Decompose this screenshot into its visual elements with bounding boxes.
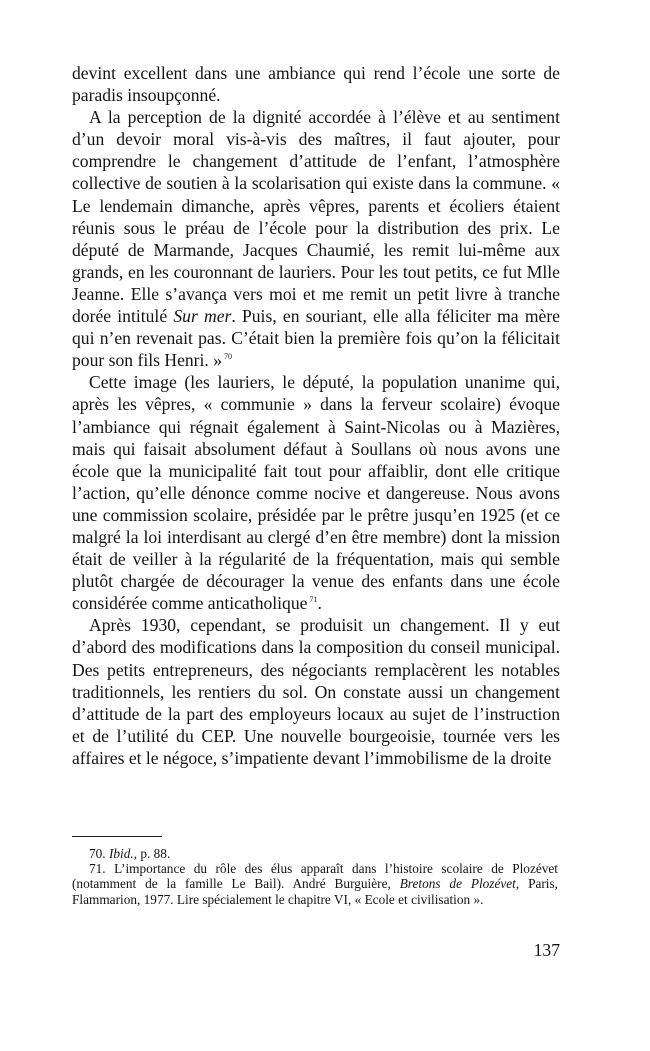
footnote-text: , p. 88. xyxy=(133,846,171,861)
footnote-ref-70[interactable]: 70 xyxy=(224,352,233,362)
paragraph-continued xyxy=(72,62,560,106)
footnote-book-title: Bretons de Plozévet xyxy=(399,876,516,892)
paragraph-after-1930 xyxy=(72,614,560,769)
paragraph-prize-ceremony xyxy=(72,106,560,371)
paragraph-text: Après 1930, cependant, se produisit un changement. Il y eut d’abord des modifications dans la composition du conseil municipal. Des petits entrepreneurs, des négociants remplacèrent les notables traditionnels, les rentiers du sol. On constate aussi un changement d’attitude de la part des employeurs locaux au sujet de l’instruction et de l’utilité du CEP. Une nouvelle bourgeoisie, tournée vers les affaires et le négoce, s’impatiente devant l’immobilisme de la droite xyxy=(72,615,560,768)
paragraph-soullans xyxy=(72,371,560,614)
footnote-71 xyxy=(72,861,558,907)
footnote-text: , Paris, Flammarion, 1977. Lire spécialement le chapitre VI, « Ecole et civilisation ». xyxy=(72,876,558,907)
footnote-ref-71[interactable]: 71 xyxy=(309,595,318,605)
book-title: Sur mer xyxy=(173,306,232,327)
page-number: 137 xyxy=(533,940,560,960)
footnote-text: L’importance du rôle des élus apparaît dans l’histoire scolaire de Plozévet (notamment de la famille Le Bail). André Burguière, xyxy=(72,861,559,892)
footnote-70 xyxy=(72,846,558,861)
body-text xyxy=(72,62,560,769)
footnote-italic: Ibid. xyxy=(108,846,134,861)
paragraph-text: A la perception de la dignité accordée à l’élève et au sentiment d’un devoir moral vis-à-vis des maîtres, il faut ajouter, pour comprendre le changement d’attitude de l’enfant, l’atmosphère collective de soutien à la scolarisation qui existe dans la commune. « Le lendemain dimanche, après vêpres, parents et écoliers étaient réunis sous le préau de l’école pour la distribution des prix. Le député de Marmande, Jacques Chaumié, les remit lui-même aux grands, en les couronnant de lauriers. Pour les tout petits, ce fut Mlle Jeanne. Elle s’avança vers moi et me remit un petit livre à tranche dorée intitulé xyxy=(72,107,560,327)
footnotes xyxy=(72,846,558,907)
paragraph-text: Cette image (les lauriers, le député, la population unanime qui, après les vêpres, « communie » dans la ferveur scolaire) évoque l’ambiance qui régnait également à Saint-Nicolas ou à Mazières, mais qui faisait absolument défaut à Soullans où nous avons une école que la municipalité fait tout pour affaiblir, dont elle critique l’action, qu’elle dénonce comme nocive et dangereuse. Nous avons une commission scolaire, présidée par le prêtre jusqu’en 1925 (et ce malgré la loi interdisant au clergé d’en être membre) dont la mission était de veiller à la régularité de la fréquentation, mais qui semble plutôt chargée de décourager la venue des enfants dans une école considérée comme anticatholique xyxy=(72,372,560,614)
footnote-number: 70. xyxy=(89,846,106,861)
paragraph-text: . xyxy=(317,593,322,614)
paragraph-text: . Puis, en souriant, elle alla féliciter ma mère qui n’en revenait pas. C’était bien la première fois qu’on la félicitait pour son fils Henri. » xyxy=(72,306,560,371)
paragraph-text: devint excellent dans une ambiance qui rend l’école une sorte de paradis insoupçonné. xyxy=(72,63,560,106)
footnote-divider xyxy=(72,836,162,837)
footnote-number: 71. xyxy=(89,861,106,877)
